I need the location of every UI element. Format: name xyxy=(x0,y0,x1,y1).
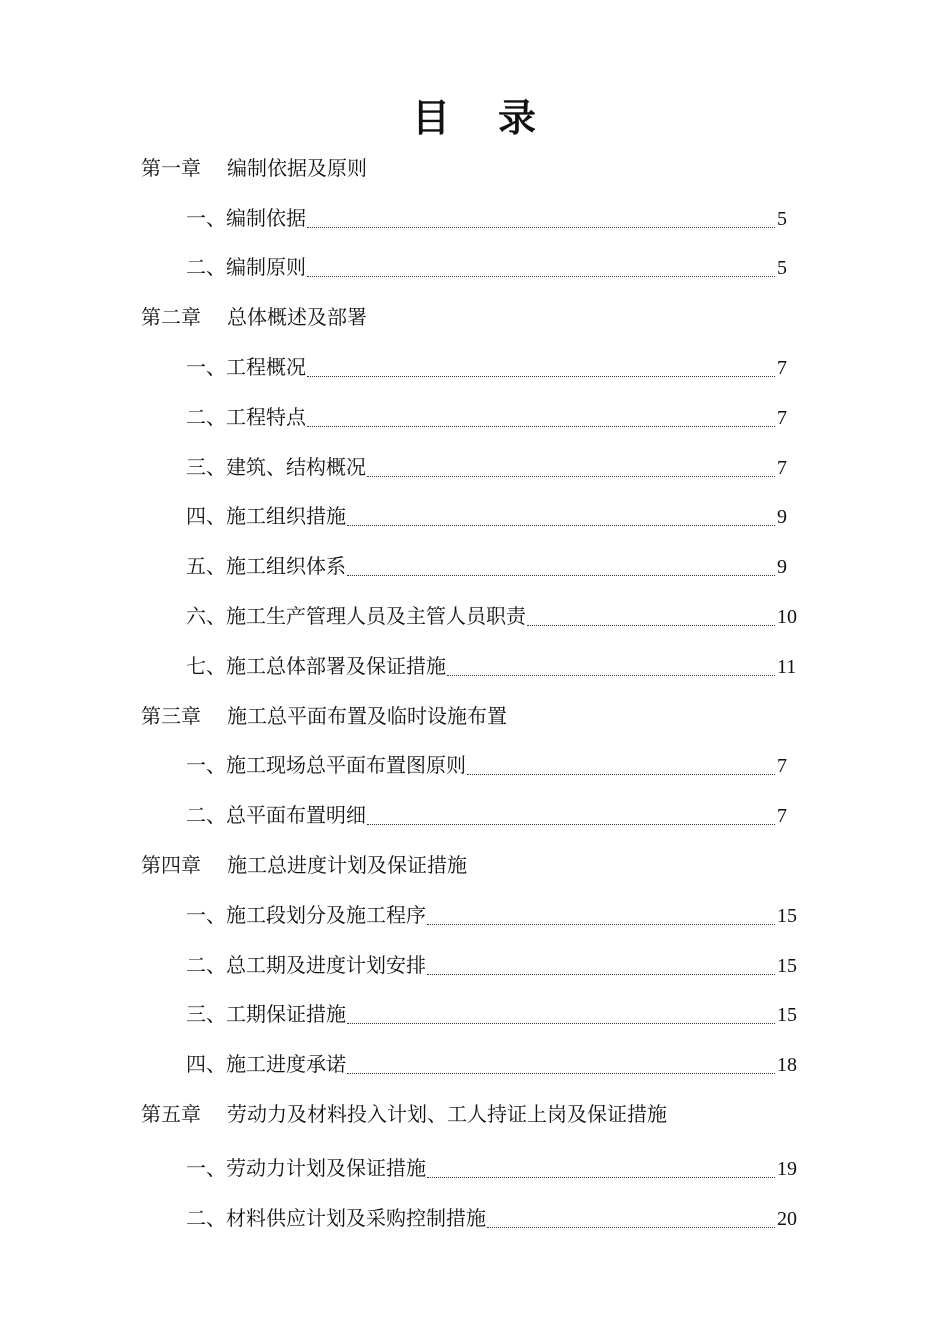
toc-entry xyxy=(0,492,950,542)
chapter-number: 第五章 xyxy=(141,1101,201,1126)
dot-leader xyxy=(307,275,775,277)
page-number: 15 xyxy=(777,1004,797,1027)
page-number: 15 xyxy=(777,904,797,927)
toc-entry xyxy=(0,342,950,392)
entry-title: 四、施工组织措施 xyxy=(186,504,346,529)
dot-leader xyxy=(487,1226,775,1228)
page-number: 15 xyxy=(777,954,797,977)
entry-title: 三、建筑、结构概况 xyxy=(186,454,366,479)
dot-leader xyxy=(427,973,775,975)
toc-entry xyxy=(0,243,950,293)
toc-entry xyxy=(0,193,950,243)
toc-chapter-heading xyxy=(0,292,950,342)
toc-entry xyxy=(0,940,950,990)
toc-entry xyxy=(0,741,950,791)
page-number: 11 xyxy=(777,655,797,678)
chapter-title: 总体概述及部署 xyxy=(227,305,367,330)
page-number: 5 xyxy=(777,257,787,280)
page-number: 5 xyxy=(777,207,787,230)
chapter-title: 劳动力及材料投入计划、工人持证上岗及保证措施 xyxy=(227,1101,667,1126)
page-number: 7 xyxy=(777,456,787,479)
toc-entry xyxy=(0,541,950,591)
entry-title: 四、施工进度承诺 xyxy=(186,1052,346,1077)
chapter-number: 第一章 xyxy=(141,155,201,180)
chapter-number: 第二章 xyxy=(141,305,201,330)
chapter-number: 第三章 xyxy=(141,703,201,728)
entry-title: 六、施工生产管理人员及主管人员职责 xyxy=(186,603,526,628)
toc-entry xyxy=(0,392,950,442)
toc-entry xyxy=(0,1039,950,1089)
entry-title: 一、劳动力计划及保证措施 xyxy=(186,1155,426,1180)
entry-title: 二、编制原则 xyxy=(186,255,306,280)
toc-entry xyxy=(0,591,950,641)
dot-leader xyxy=(347,574,775,576)
dot-leader xyxy=(367,823,775,825)
toc-entry xyxy=(0,1193,950,1243)
toc-entry xyxy=(0,790,950,840)
toc-chapter-heading xyxy=(0,143,950,193)
page-number: 7 xyxy=(777,755,787,778)
dot-leader xyxy=(447,674,775,676)
entry-title: 二、总平面布置明细 xyxy=(186,803,366,828)
entry-title: 三、工期保证措施 xyxy=(186,1002,346,1027)
toc-entry xyxy=(0,641,950,691)
entry-title: 二、工程特点 xyxy=(186,404,306,429)
entry-title: 二、材料供应计划及采购控制措施 xyxy=(186,1205,486,1230)
page-number: 20 xyxy=(777,1207,797,1230)
page-number: 10 xyxy=(777,605,797,628)
dot-leader xyxy=(467,773,775,775)
page-number: 7 xyxy=(777,356,787,379)
entry-title: 二、总工期及进度计划安排 xyxy=(186,952,426,977)
page-number: 9 xyxy=(777,506,787,529)
toc-title-char-1: 目 xyxy=(411,95,452,140)
entry-title: 一、编制依据 xyxy=(186,205,306,230)
chapter-title: 施工总进度计划及保证措施 xyxy=(227,852,467,877)
page-number: 7 xyxy=(777,406,787,429)
toc-chapter-heading xyxy=(0,840,950,890)
page-number: 19 xyxy=(777,1157,797,1180)
dot-leader xyxy=(367,475,775,477)
entry-title: 七、施工总体部署及保证措施 xyxy=(186,653,446,678)
entry-title: 五、施工组织体系 xyxy=(186,554,346,579)
dot-leader xyxy=(427,923,775,925)
dot-leader xyxy=(527,624,775,626)
toc-entry xyxy=(0,990,950,1040)
entry-title: 一、施工段划分及施工程序 xyxy=(186,902,426,927)
page-number: 18 xyxy=(777,1054,797,1077)
entry-title: 一、施工现场总平面布置图原则 xyxy=(186,753,466,778)
entry-title: 一、工程概况 xyxy=(186,354,306,379)
dot-leader xyxy=(347,1072,775,1074)
chapter-number: 第四章 xyxy=(141,852,201,877)
toc-entry xyxy=(0,442,950,492)
dot-leader xyxy=(347,524,775,526)
toc-entry xyxy=(0,890,950,940)
toc-title-char-2: 录 xyxy=(498,95,539,140)
page-number: 9 xyxy=(777,556,787,579)
table-of-contents xyxy=(0,143,950,1243)
toc-chapter-heading xyxy=(0,1089,950,1139)
toc-chapter-heading xyxy=(0,691,950,741)
dot-leader xyxy=(347,1022,775,1024)
page-number: 7 xyxy=(777,805,787,828)
toc-title xyxy=(0,92,950,144)
chapter-title: 施工总平面布置及临时设施布置 xyxy=(227,703,507,728)
chapter-title: 编制依据及原则 xyxy=(227,155,367,180)
dot-leader xyxy=(307,425,775,427)
dot-leader xyxy=(307,226,775,228)
toc-entry xyxy=(0,1139,950,1193)
dot-leader xyxy=(307,375,775,377)
dot-leader xyxy=(427,1176,775,1178)
